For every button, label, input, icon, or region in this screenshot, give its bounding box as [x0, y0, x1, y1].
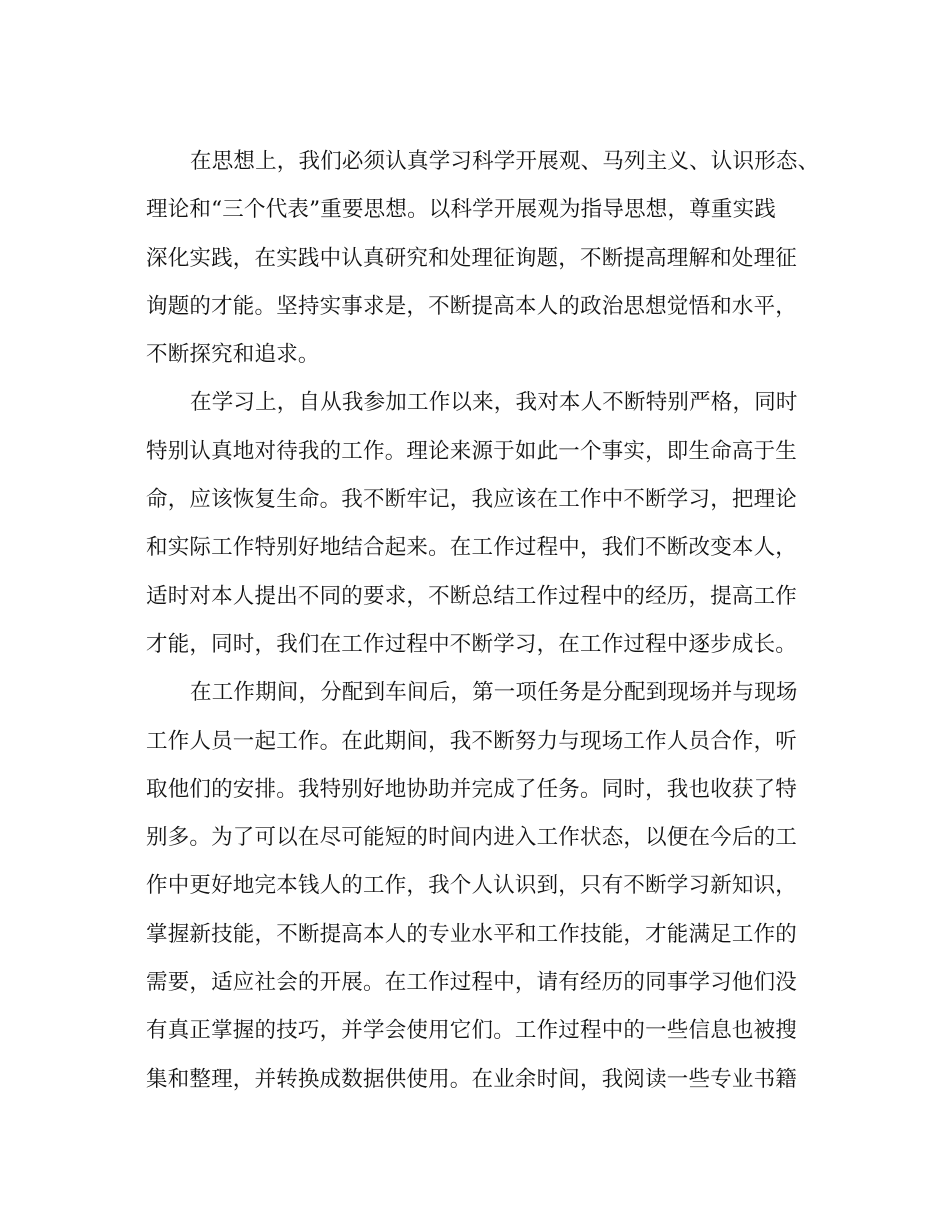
text-line: 取他们的安排。我特别好地协助并完成了任务。同时，我也收获了特 — [146, 776, 798, 802]
text-line: 掌握新技能，不断提高本人的专业水平和工作技能，才能满足工作的 — [146, 921, 798, 947]
body-text — [146, 138, 836, 1104]
text-line: 才能，同时，我们在工作过程中不断学习，在工作过程中逐步成长。 — [146, 631, 798, 657]
text-line: 别多。为了可以在尽可能短的时间内进入工作状态，以便在今后的工 — [146, 825, 798, 851]
text-line: 询题的才能。坚持实事求是，不断提高本人的政治思想觉悟和水平， — [146, 293, 798, 319]
text-line: 集和整理，并转换成数据供使用。在业余时间，我阅读一些专业书籍 — [146, 1066, 798, 1092]
text-line: 在学习上，自从我参加工作以来，我对本人不断特别严格，同时 — [190, 390, 798, 416]
text-line: 有真正掌握的技巧，并学会使用它们。工作过程中的一些信息也被搜 — [146, 1018, 798, 1044]
text-line: 适时对本人提出不同的要求，不断总结工作过程中的经历，提高工作 — [146, 583, 798, 609]
text-line: 和实际工作特别好地结合起来。在工作过程中，我们不断改变本人， — [146, 535, 798, 561]
text-line: 不断探究和追求。 — [146, 342, 320, 368]
text-line: 作中更好地完本钱人的工作，我个人认识到，只有不断学习新知识， — [146, 873, 798, 899]
text-line: 深化实践，在实践中认真研究和处理征询题，不断提高理解和处理征 — [146, 245, 798, 271]
text-line: 在工作期间，分配到车间后，第一项任务是分配到现场并与现场 — [190, 680, 798, 706]
text-line: 需要，适应社会的开展。在工作过程中，请有经历的同事学习他们没 — [146, 970, 798, 996]
text-line: 在思想上，我们必须认真学习科学开展观、马列主义、认识形态、 — [190, 149, 820, 174]
text-line: 工作人员一起工作。在此期间，我不断努力与现场工作人员合作，听 — [146, 728, 798, 754]
text-line: 理论和“三个代表”重要思想。以科学开展观为指导思想，尊重实践 — [146, 197, 776, 223]
text-line: 特别认真地对待我的工作。理论来源于如此一个事实，即生命高于生 — [146, 438, 798, 464]
text-line: 命，应该恢复生命。我不断牢记，我应该在工作中不断学习，把理论 — [146, 487, 798, 513]
